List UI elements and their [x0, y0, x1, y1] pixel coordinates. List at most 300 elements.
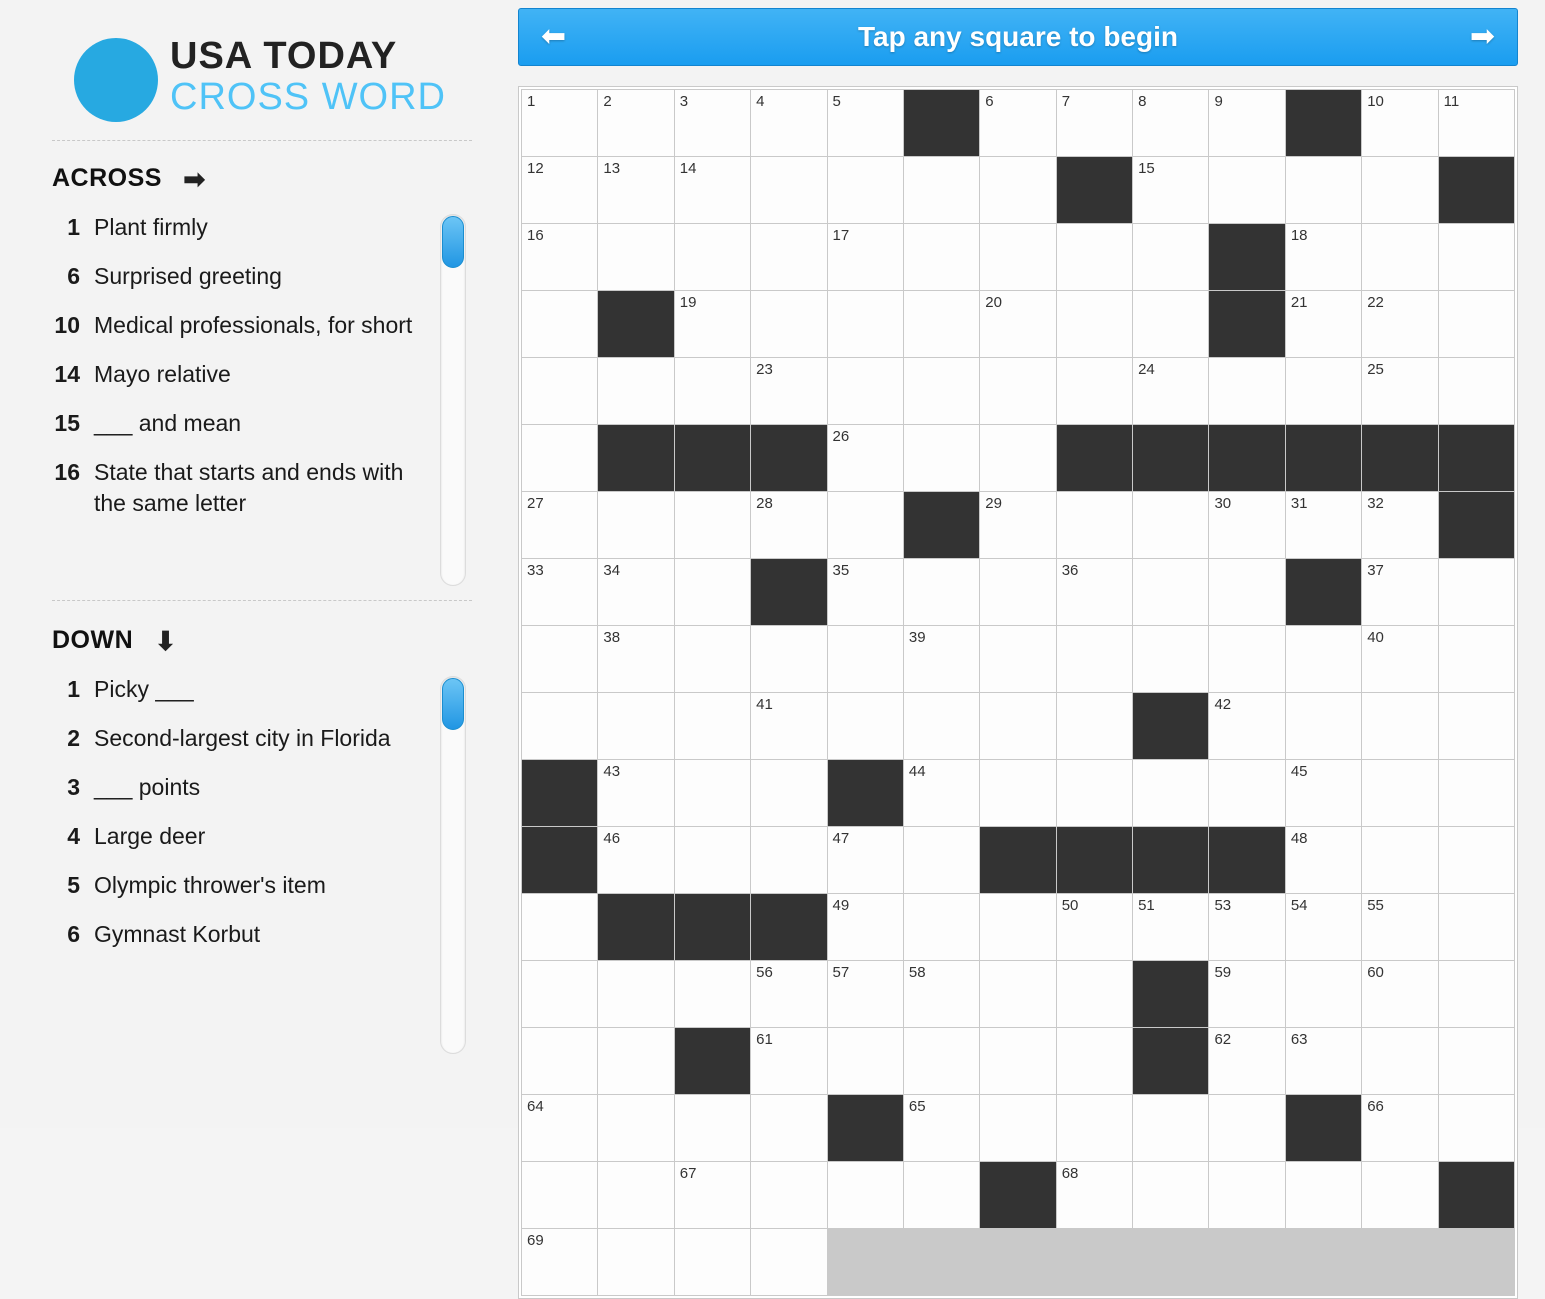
grid-cell[interactable]: [1133, 157, 1208, 223]
grid-cell-number: 18: [1290, 227, 1308, 244]
grid-cell[interactable]: [598, 90, 673, 156]
grid-block: [598, 894, 673, 960]
grid-cell-number: 65: [908, 1098, 926, 1115]
grid-cell[interactable]: [1286, 224, 1361, 290]
grid-cell[interactable]: [980, 224, 1055, 290]
previous-clue-button[interactable]: ⬅: [541, 20, 567, 53]
clue-text: Mayo relative: [94, 361, 231, 387]
grid-block: [1286, 559, 1361, 625]
grid-cell-number: 36: [1061, 562, 1079, 579]
grid-cell[interactable]: [828, 90, 903, 156]
arrow-right-icon: ➡: [183, 164, 206, 194]
grid-cell-number: 27: [527, 495, 544, 512]
grid-cell-number: 10: [1367, 93, 1384, 110]
clue-number: 16: [54, 459, 80, 485]
grid-cell[interactable]: [751, 1028, 826, 1094]
grid-cell[interactable]: [1362, 291, 1437, 357]
grid-cell[interactable]: [1439, 358, 1514, 424]
grid-cell-number: 23: [756, 361, 773, 378]
grid-cell-number: 31: [1290, 495, 1308, 512]
grid-cell[interactable]: [904, 894, 979, 960]
grid-cell[interactable]: [1133, 894, 1208, 960]
grid-cell[interactable]: [980, 559, 1055, 625]
grid-cell[interactable]: [1057, 90, 1132, 156]
grid-cell[interactable]: [828, 157, 903, 223]
grid-cell[interactable]: [675, 492, 750, 558]
grid-cell[interactable]: [1209, 961, 1284, 1027]
grid-cell[interactable]: [828, 894, 903, 960]
grid-cell[interactable]: [751, 157, 826, 223]
grid-cell[interactable]: [522, 894, 597, 960]
grid-cell[interactable]: [1057, 291, 1132, 357]
grid-cell[interactable]: [598, 827, 673, 893]
grid-cell-number: 1: [527, 93, 536, 110]
grid-cell[interactable]: [751, 291, 826, 357]
grid-cell[interactable]: [1209, 559, 1284, 625]
grid-cell[interactable]: [1362, 224, 1437, 290]
grid-cell[interactable]: [522, 358, 597, 424]
grid-cell[interactable]: [1057, 961, 1132, 1027]
grid-cell[interactable]: [980, 157, 1055, 223]
grid-cell-number: 8: [1138, 93, 1147, 110]
grid-cell[interactable]: [1057, 358, 1132, 424]
grid-cell-number: 67: [679, 1165, 697, 1182]
grid-cell[interactable]: [1209, 1162, 1284, 1228]
grid-cell[interactable]: [1362, 358, 1437, 424]
grid-cell[interactable]: [1209, 894, 1284, 960]
grid-cell[interactable]: [522, 1095, 597, 1161]
across-clue-list[interactable]: [46, 212, 436, 537]
grid-cell[interactable]: [598, 358, 673, 424]
grid-cell[interactable]: [1362, 1162, 1437, 1228]
clue-item[interactable]: [46, 359, 436, 390]
grid-cell[interactable]: [904, 291, 979, 357]
grid-cell[interactable]: [1286, 1028, 1361, 1094]
grid-cell[interactable]: [1209, 492, 1284, 558]
grid-cell[interactable]: [598, 1095, 673, 1161]
grid-cell[interactable]: [1362, 626, 1437, 692]
grid-cell[interactable]: [1057, 1095, 1132, 1161]
grid-cell[interactable]: [751, 1162, 826, 1228]
grid-cell-number: 58: [908, 964, 926, 981]
grid-cell[interactable]: [828, 1028, 903, 1094]
grid-cell[interactable]: [980, 358, 1055, 424]
usa-today-crossword-logo: [52, 20, 472, 120]
grid-cell[interactable]: [522, 1229, 597, 1295]
grid-cell[interactable]: [1057, 626, 1132, 692]
grid-cell-number: 60: [1367, 964, 1384, 981]
grid-cell[interactable]: [904, 1095, 979, 1161]
grid-block: [1209, 291, 1284, 357]
across-scrollbar-thumb[interactable]: [442, 216, 464, 268]
grid-cell-number: 5: [832, 93, 841, 110]
grid-cell[interactable]: [1209, 1095, 1284, 1161]
clue-text: Olympic thrower's item: [94, 872, 326, 898]
grid-cell[interactable]: [1439, 559, 1514, 625]
grid-cell[interactable]: [675, 90, 750, 156]
grid-cell-number: 17: [832, 227, 850, 244]
grid-cell[interactable]: [1133, 291, 1208, 357]
grid-cell-number: 59: [1214, 964, 1232, 981]
clue-item[interactable]: [46, 772, 436, 803]
clue-text: Gymnast Korbut: [94, 921, 261, 947]
grid-cell[interactable]: [1057, 760, 1132, 826]
down-heading-label: DOWN: [52, 626, 134, 654]
grid-cell[interactable]: [828, 425, 903, 491]
grid-cell[interactable]: [1362, 827, 1437, 893]
grid-block: [675, 1028, 750, 1094]
grid-block: [1439, 157, 1514, 223]
grid-cell[interactable]: [522, 626, 597, 692]
grid-cell[interactable]: [904, 827, 979, 893]
grid-cell[interactable]: [828, 492, 903, 558]
grid-cell[interactable]: [598, 1229, 673, 1295]
grid-block: [751, 425, 826, 491]
grid-cell[interactable]: [904, 157, 979, 223]
crossword-grid-container: [518, 86, 1518, 1299]
grid-cell[interactable]: [1057, 559, 1132, 625]
grid-cell-number: 3: [679, 93, 689, 110]
grid-cell[interactable]: [522, 1028, 597, 1094]
grid-block: [1362, 425, 1437, 491]
grid-cell[interactable]: [980, 1028, 1055, 1094]
grid-cell-number: 55: [1367, 897, 1384, 914]
grid-cell[interactable]: [751, 1229, 826, 1295]
grid-cell[interactable]: [904, 1028, 979, 1094]
grid-cell[interactable]: [675, 291, 750, 357]
grid-cell[interactable]: [1209, 693, 1284, 759]
grid-cell-number: 42: [1214, 696, 1232, 713]
grid-cell[interactable]: [522, 1162, 597, 1228]
clue-number: 6: [67, 263, 80, 289]
grid-cell[interactable]: [980, 760, 1055, 826]
grid-cell[interactable]: [675, 693, 750, 759]
grid-cell[interactable]: [980, 291, 1055, 357]
grid-cell[interactable]: [1362, 894, 1437, 960]
grid-cell[interactable]: [904, 358, 979, 424]
grid-block: [1209, 224, 1284, 290]
grid-cell-number: 46: [603, 830, 621, 847]
grid-cell-number: 45: [1290, 763, 1308, 780]
grid-cell-number: 44: [908, 763, 926, 780]
clue-item[interactable]: [46, 408, 436, 439]
grid-cell[interactable]: [522, 961, 597, 1027]
grid-cell[interactable]: [1133, 760, 1208, 826]
grid-cell-number: 40: [1367, 629, 1384, 646]
grid-cell[interactable]: [1439, 760, 1514, 826]
grid-cell[interactable]: [904, 961, 979, 1027]
clue-item[interactable]: [46, 919, 436, 950]
grid-cell[interactable]: [598, 626, 673, 692]
grid-cell[interactable]: [1057, 1028, 1132, 1094]
grid-cell[interactable]: [1362, 157, 1437, 223]
grid-cell[interactable]: [980, 894, 1055, 960]
grid-cell[interactable]: [904, 1162, 979, 1228]
grid-cell[interactable]: [675, 157, 750, 223]
grid-cell[interactable]: [1362, 760, 1437, 826]
grid-cell[interactable]: [1439, 827, 1514, 893]
grid-cell[interactable]: [904, 626, 979, 692]
grid-cell[interactable]: [751, 626, 826, 692]
grid-block: [1057, 425, 1132, 491]
grid-cell[interactable]: [980, 1095, 1055, 1161]
grid-cell[interactable]: [828, 559, 903, 625]
clue-number: 5: [67, 872, 80, 898]
grid-cell[interactable]: [1286, 358, 1361, 424]
grid-cell[interactable]: [675, 559, 750, 625]
grid-cell[interactable]: [904, 760, 979, 826]
grid-cell[interactable]: [675, 827, 750, 893]
grid-cell[interactable]: [904, 224, 979, 290]
grid-cell[interactable]: [828, 358, 903, 424]
grid-cell-number: 26: [832, 428, 850, 445]
crossword-grid[interactable]: [521, 89, 1515, 1296]
grid-cell[interactable]: [1439, 894, 1514, 960]
grid-cell[interactable]: [522, 693, 597, 759]
down-clue-list[interactable]: [46, 674, 436, 968]
grid-cell[interactable]: [522, 425, 597, 491]
across-scrollbar[interactable]: [440, 214, 466, 586]
clue-text: Medical professionals, for short: [94, 312, 413, 338]
grid-cell[interactable]: [1439, 961, 1514, 1027]
grid-cell[interactable]: [1286, 961, 1361, 1027]
grid-block: [1057, 827, 1132, 893]
grid-cell[interactable]: [904, 425, 979, 491]
grid-cell[interactable]: [751, 961, 826, 1027]
grid-cell[interactable]: [1209, 760, 1284, 826]
grid-cell-number: 21: [1290, 294, 1308, 311]
grid-cell[interactable]: [1286, 894, 1361, 960]
grid-cell[interactable]: [1362, 693, 1437, 759]
grid-cell[interactable]: [598, 1162, 673, 1228]
clue-item[interactable]: [46, 261, 436, 292]
grid-cell[interactable]: [598, 224, 673, 290]
clue-text: ___ and mean: [94, 410, 242, 436]
grid-cell-number: 51: [1138, 897, 1155, 914]
grid-cell[interactable]: [598, 760, 673, 826]
grid-cell[interactable]: [1286, 157, 1361, 223]
grid-cell-number: 24: [1138, 361, 1155, 378]
grid-cell-number: 63: [1290, 1031, 1308, 1048]
grid-cell-number: 15: [1138, 160, 1155, 177]
grid-block: [1439, 492, 1514, 558]
grid-cell[interactable]: [1057, 894, 1132, 960]
grid-cell-number: 30: [1214, 495, 1232, 512]
clue-text: Surprised greeting: [94, 263, 282, 289]
grid-cell[interactable]: [828, 224, 903, 290]
grid-cell[interactable]: [828, 626, 903, 692]
grid-cell-number: 14: [679, 160, 697, 177]
puzzle-status-message: Tap any square to begin: [858, 21, 1178, 52]
grid-cell[interactable]: [1286, 760, 1361, 826]
grid-cell[interactable]: [522, 157, 597, 223]
grid-cell[interactable]: [751, 358, 826, 424]
grid-cell[interactable]: [1209, 626, 1284, 692]
grid-cell[interactable]: [522, 291, 597, 357]
clue-item[interactable]: [46, 870, 436, 901]
grid-cell[interactable]: [751, 827, 826, 893]
grid-cell[interactable]: [751, 90, 826, 156]
grid-cell[interactable]: [598, 559, 673, 625]
divider-middle: [52, 600, 472, 601]
next-clue-button[interactable]: ➡: [1469, 20, 1495, 53]
grid-block: [751, 559, 826, 625]
grid-cell[interactable]: [1057, 693, 1132, 759]
grid-block: [1057, 157, 1132, 223]
grid-block: [1286, 425, 1361, 491]
grid-cell[interactable]: [522, 224, 597, 290]
grid-cell[interactable]: [522, 492, 597, 558]
grid-cell[interactable]: [1439, 90, 1514, 156]
grid-cell[interactable]: [751, 1095, 826, 1161]
grid-cell-number: 49: [832, 897, 850, 914]
grid-cell[interactable]: [1362, 1028, 1437, 1094]
grid-cell-number: 9: [1214, 93, 1223, 110]
down-scrollbar-thumb[interactable]: [442, 678, 464, 730]
grid-cell[interactable]: [1209, 157, 1284, 223]
grid-cell-number: 64: [527, 1098, 544, 1115]
grid-cell[interactable]: [1362, 90, 1437, 156]
grid-cell[interactable]: [1362, 559, 1437, 625]
grid-cell-number: 53: [1214, 897, 1232, 914]
grid-cell[interactable]: [598, 961, 673, 1027]
clue-item[interactable]: [46, 674, 436, 705]
grid-cell[interactable]: [980, 90, 1055, 156]
grid-cell[interactable]: [1133, 1162, 1208, 1228]
grid-cell[interactable]: [1439, 1095, 1514, 1161]
clue-text: Picky ___: [94, 676, 194, 702]
grid-cell[interactable]: [751, 224, 826, 290]
grid-cell-number: 62: [1214, 1031, 1232, 1048]
grid-cell[interactable]: [1133, 1095, 1208, 1161]
grid-block: [1133, 961, 1208, 1027]
grid-cell[interactable]: [828, 961, 903, 1027]
grid-cell-number: 2: [603, 93, 612, 110]
grid-cell[interactable]: [675, 760, 750, 826]
grid-cell-number: 38: [603, 629, 621, 646]
grid-cell[interactable]: [751, 492, 826, 558]
grid-cell[interactable]: [1133, 626, 1208, 692]
grid-cell-number: 33: [527, 562, 544, 579]
grid-cell[interactable]: [675, 358, 750, 424]
grid-cell[interactable]: [1362, 1095, 1437, 1161]
logo-text: [170, 36, 446, 118]
grid-cell[interactable]: [598, 1028, 673, 1094]
grid-cell[interactable]: [1133, 492, 1208, 558]
grid-cell[interactable]: [675, 1229, 750, 1295]
grid-cell[interactable]: [675, 224, 750, 290]
grid-cell[interactable]: [1209, 1028, 1284, 1094]
grid-cell[interactable]: [1286, 827, 1361, 893]
grid-cell-number: 56: [756, 964, 773, 981]
grid-cell[interactable]: [1209, 358, 1284, 424]
grid-cell[interactable]: [904, 559, 979, 625]
grid-block: [980, 827, 1055, 893]
grid-cell[interactable]: [598, 492, 673, 558]
grid-cell[interactable]: [828, 1162, 903, 1228]
grid-cell[interactable]: [1057, 1162, 1132, 1228]
grid-cell[interactable]: [1439, 291, 1514, 357]
grid-cell[interactable]: [1286, 693, 1361, 759]
grid-cell[interactable]: [828, 693, 903, 759]
grid-cell[interactable]: [904, 693, 979, 759]
grid-cell[interactable]: [751, 693, 826, 759]
clue-text: Large deer: [94, 823, 206, 849]
grid-cell[interactable]: [828, 827, 903, 893]
grid-block: [1209, 425, 1284, 491]
grid-cell[interactable]: [1133, 559, 1208, 625]
grid-cell[interactable]: [828, 291, 903, 357]
grid-block: [751, 894, 826, 960]
clue-number: 6: [67, 921, 80, 947]
grid-cell-number: 19: [679, 294, 697, 311]
grid-cell[interactable]: [980, 693, 1055, 759]
grid-cell[interactable]: [980, 626, 1055, 692]
grid-cell[interactable]: [980, 961, 1055, 1027]
grid-cell[interactable]: [980, 492, 1055, 558]
grid-cell[interactable]: [1362, 492, 1437, 558]
grid-cell[interactable]: [1286, 1162, 1361, 1228]
grid-cell-number: 12: [527, 160, 544, 177]
grid-cell-number: 4: [756, 93, 765, 110]
grid-cell[interactable]: [1286, 291, 1361, 357]
down-scrollbar[interactable]: [440, 676, 466, 1054]
grid-cell[interactable]: [1133, 224, 1208, 290]
grid-cell[interactable]: [598, 157, 673, 223]
grid-cell-number: 48: [1290, 830, 1308, 847]
grid-cell[interactable]: [1057, 224, 1132, 290]
grid-cell[interactable]: [675, 1162, 750, 1228]
grid-cell-number: 16: [527, 227, 544, 244]
clue-item[interactable]: [46, 723, 436, 754]
grid-cell[interactable]: [1439, 224, 1514, 290]
grid-cell[interactable]: [1133, 358, 1208, 424]
grid-cell[interactable]: [1362, 961, 1437, 1027]
across-heading: [52, 164, 206, 195]
grid-cell-number: 35: [832, 562, 850, 579]
grid-cell[interactable]: [1209, 90, 1284, 156]
grid-cell-number: 61: [756, 1031, 773, 1048]
grid-cell-number: 7: [1061, 93, 1071, 110]
grid-cell[interactable]: [980, 425, 1055, 491]
grid-cell[interactable]: [522, 90, 597, 156]
grid-block: [980, 1162, 1055, 1228]
grid-block: [598, 291, 673, 357]
grid-cell[interactable]: [1439, 693, 1514, 759]
grid-block: [904, 90, 979, 156]
grid-cell-number: 25: [1367, 361, 1384, 378]
grid-cell[interactable]: [675, 1095, 750, 1161]
grid-cell[interactable]: [751, 760, 826, 826]
clue-item[interactable]: [46, 457, 436, 519]
grid-cell[interactable]: [1286, 492, 1361, 558]
grid-cell[interactable]: [1133, 90, 1208, 156]
grid-cell[interactable]: [675, 961, 750, 1027]
grid-cell[interactable]: [1439, 1028, 1514, 1094]
clue-text: State that starts and ends with the same letter: [94, 459, 404, 516]
clue-item[interactable]: [46, 821, 436, 852]
grid-cell[interactable]: [1439, 626, 1514, 692]
grid-cell[interactable]: [1057, 492, 1132, 558]
grid-cell[interactable]: [675, 626, 750, 692]
grid-cell[interactable]: [1286, 626, 1361, 692]
grid-cell[interactable]: [598, 693, 673, 759]
clue-item[interactable]: [46, 212, 436, 243]
clue-item[interactable]: [46, 310, 436, 341]
clue-text: Second-largest city in Florida: [94, 725, 391, 751]
grid-cell[interactable]: [522, 559, 597, 625]
clue-number: 14: [54, 361, 80, 387]
